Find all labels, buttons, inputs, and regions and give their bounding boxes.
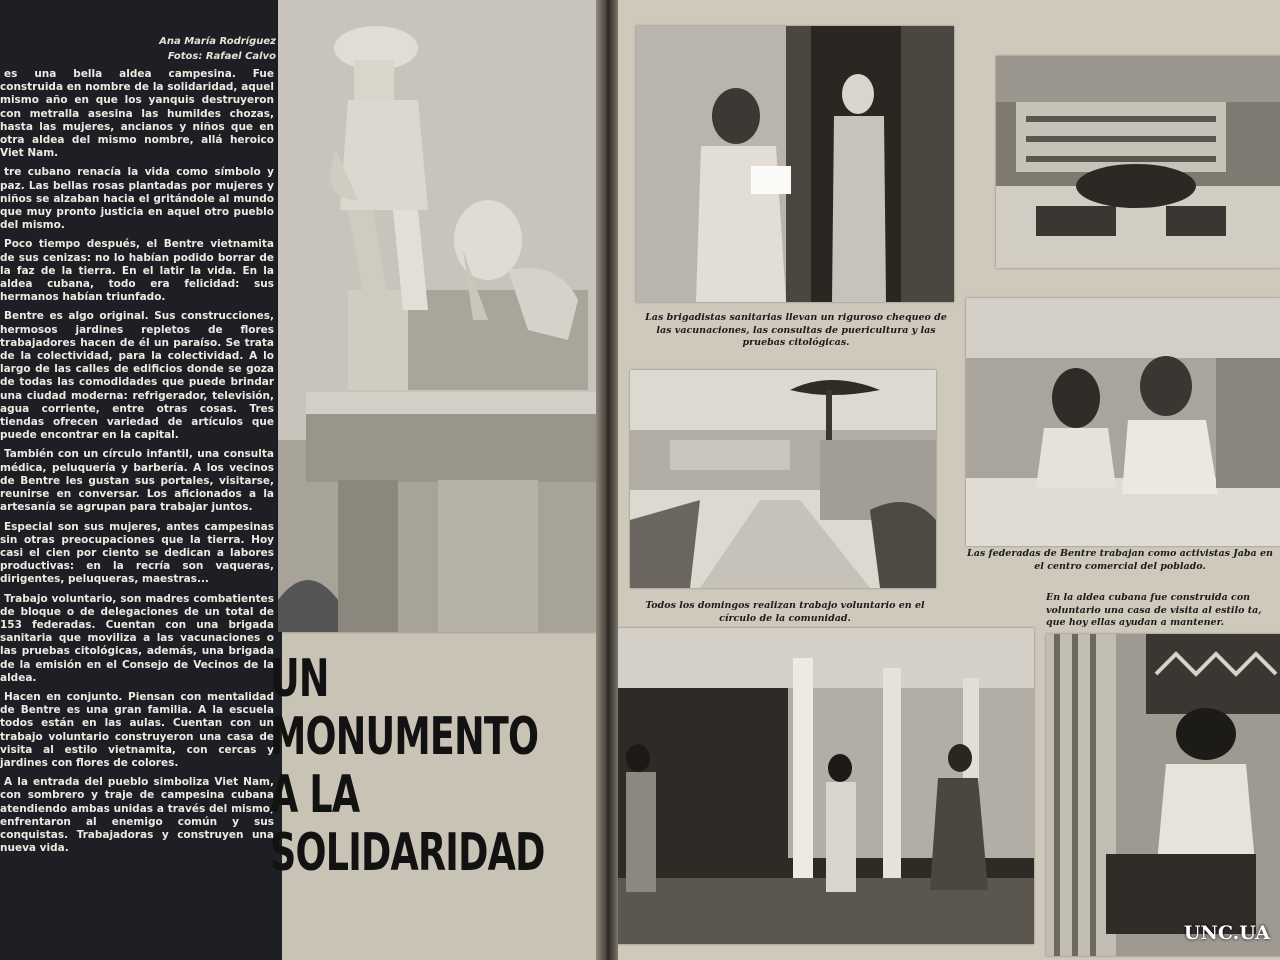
headline-line: SOLIDARIDAD — [270, 823, 545, 883]
paragraph: Bentre es algo original. Sus construcciones, hermosos jardines repletos de flores trabajadores hacen de él un paraíso. Se trata de la colectividad, para la colectividad. A lo largo de las calles de edificios donde se goza de todas las comodidades que puede brindar una ciudad moderna: refrigerador, televisión, agua corriente, entre otras cosas. Tres tiendas ofrecen variedad de artículos que puede encontrar en la capital. — [0, 310, 274, 442]
paragraph: A la entrada del pueblo simboliza Viet Nam, con sombrero y traje de campesina cubana atendiendo ambas unidas a través del mismo, enfrentaron al enemigo común y sus conquistas. Trabajadoras y construyen una nueva vida. — [0, 776, 274, 855]
headline-line: MONUMENTO — [270, 707, 539, 767]
community-garden-photo — [630, 370, 936, 588]
monument-photo — [278, 0, 600, 632]
caption-federadas: Las federadas de Bentre trabajan como activistas Jaba en el centro comercial del poblado. — [967, 548, 1273, 572]
page-gutter — [596, 0, 618, 960]
byline-author: Ana María Rodríguez — [159, 36, 276, 47]
federadas-photo — [966, 298, 1280, 546]
visiting-house-photo — [1046, 634, 1280, 956]
paragraph: Hacen en conjunto. Piensan con mentalidad de Bentre es una gran familia. A la escuela todos están en las aulas. Cuentan con un trabajo voluntario construyeron una casa de visita al estilo vietnamita, con cercas y jardines con flores de colores. — [0, 690, 274, 769]
byline — [159, 34, 276, 64]
byline-photos: Fotos: Rafael Calvo — [167, 51, 276, 62]
headline-line: A LA — [270, 765, 360, 825]
paragraph: Especial son sus mujeres, antes campesinas sin otras preocupaciones que la tierra. Hoy casi el cien por ciento se dedican a labores productivas: en la recría son vaqueras, dirigentes, peluqueras, maestras... — [0, 520, 274, 586]
paragraph: Poco tiempo después, el Bentre vietnamita de sus cenizas: no lo habían podido borrar de la faz de la tierra. En el latir la vida. En la aldea cubana, todo era felicidad: sus hermanos habían triunfado. — [0, 238, 274, 304]
article-body — [0, 68, 274, 861]
article-text-column — [0, 0, 282, 960]
caption-domingos: Todos los domingos realizan trabajo voluntario en el círculo de la comunidad. — [645, 600, 925, 624]
volunteer-work-photo — [608, 628, 1034, 944]
brigadistas-photo — [636, 26, 954, 302]
watermark-logo: UNC.UA — [1183, 922, 1270, 944]
headline-line: UN — [270, 649, 329, 709]
paragraph: También con un círculo infantil, una consulta médica, peluquería y barbería. A los vecinos de Bentre les gustan sus portales, visitarse, reunirse en conversar. Los aficionados a la artesanía se agrupan para trabajar juntos. — [0, 448, 274, 514]
building-photo — [996, 56, 1280, 268]
paragraph: es una bella aldea campesina. Fue construida en nombre de la solidaridad, aquel mismo año en que los yanquis destruyeron con metralla asesina las humildes chozas, hasta las mujeres, ancianos y niños que en otra aldea del mismo nombre, allá heroico Viet Nam. — [0, 68, 274, 160]
article-headline — [270, 649, 545, 883]
paragraph: Trabajo voluntario, son madres combatientes de bloque o de delegaciones de un total de 153 federadas. Cuentan con una brigada sanitaria que moviliza a las vacunaciones o las pruebas citológicas, además, una brigada de la emisión en el Consejo de Vecinos de la aldea. — [0, 592, 274, 684]
caption-brigadistas: Las brigadistas sanitarias llevan un riguroso chequeo de las vacunaciones, las consultas de puericultura y las pruebas citológicas. — [645, 312, 947, 348]
paragraph: tre cubano renacía la vida como símbolo y paz. Las bellas rosas plantadas por mujeres y niños se alzaban hacia el gritándole al mundo que muy pronto justicia en aquel otro pueblo del mismo. — [0, 166, 274, 232]
caption-aldea: En la aldea cubana fue construida con voluntario una casa de visita al estilo ta, que hoy ellas ayudan a mantener. — [1046, 592, 1262, 628]
